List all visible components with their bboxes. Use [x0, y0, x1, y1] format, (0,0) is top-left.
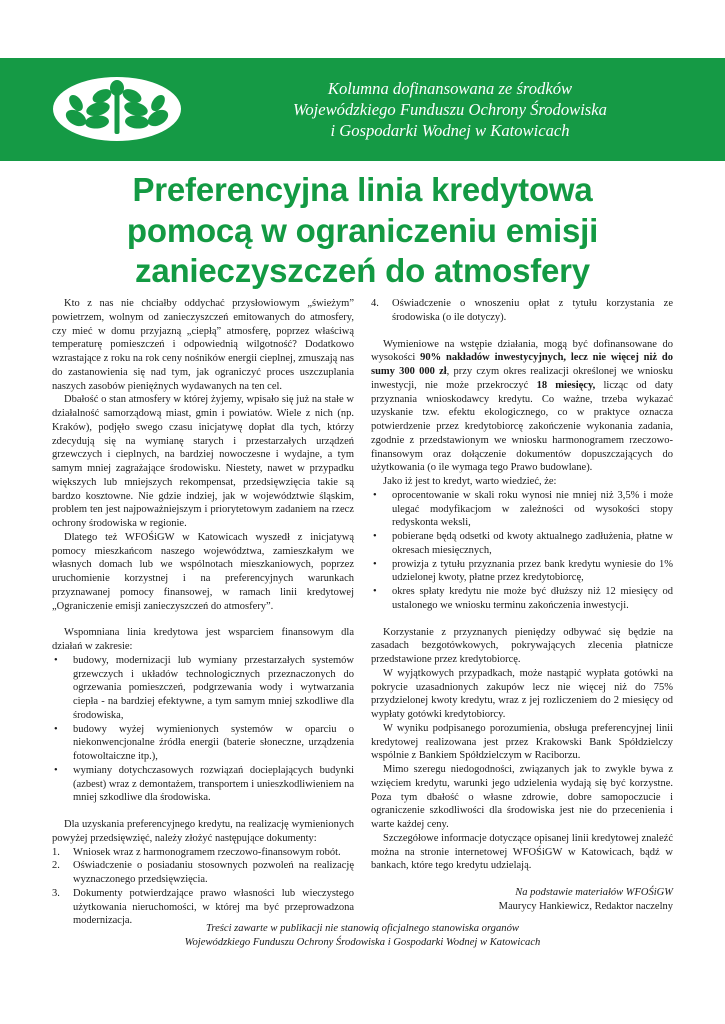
- list-number: 1.: [52, 846, 60, 858]
- list-item-text: Dokumenty potwierdzające prawo własności lub wieczystego użytkowania nieruchomości, w której ma być przeprowadzona modernizacja.: [73, 887, 354, 927]
- paragraph: Wymieniowe na wstępie działania, mogą być dofinansowane do wysokości 90% nakładów inwestycyjnych, lecz nie więcej niż do sumy 300 000 zł, przy czym okres realizacji określonej we wniosku inwestycji, nie może przekroczyć 18 miesięcy, licząc od daty przyznania wnioskodawcy kredytu. Co ważne, trzeba wykazać uzyskanie tzw. efektu ekologicznego, co w praktyce oznacza potwierdzenie przez kredytobiorcę zakończenie wykonania zadania, zgodnie z przedstawionym we wniosku harmonogramem rzeczowo-finansowym oraz dołączenie dokumentów dopuszczających do użytkowania (o ile wymaga tego Prawo budowlane).: [371, 338, 673, 474]
- disclaimer-footer: [0, 922, 725, 950]
- banner-line: Kolumna dofinansowana ze środków: [327, 79, 573, 98]
- paragraph: Korzystanie z przyznanych pieniędzy odbywać się będzie na zasadach bezgotówkowych, pokrywających zlecenia płatnicze przedstawione przez kredytobiorcę.: [371, 626, 673, 665]
- highlight-text: 18 miesięcy,: [536, 379, 596, 391]
- paragraph: Wspomniana linia kredytowa jest wsparciem finansowym dla działań w zakresie:: [52, 627, 354, 652]
- right-column: [371, 297, 673, 914]
- scope-list: [52, 654, 354, 805]
- list-number: 2.: [52, 860, 60, 872]
- paragraph: Mimo szeregu niedogodności, związanych jak to zwykle bywa z wzięciem kredytu, warunki jego udzielenia wydają się być korzystne. Poza tym dbałość o własne zdrowie, dobre samopoczucie i ograniczenie szkodliwości dla środowiska jest nie do przecenienia i warte każdej ceny.: [371, 764, 673, 830]
- list-item-text: pobierane będą odsetki od kwoty aktualnego zadłużenia, płatne w okresach miesięcznych,: [392, 531, 673, 556]
- list-item: [52, 654, 354, 723]
- left-column: [52, 297, 354, 928]
- list-item: [371, 530, 673, 558]
- list-item: [371, 558, 673, 586]
- documents-list-continued: [371, 297, 673, 325]
- list-item: [371, 489, 673, 530]
- list-item: [52, 859, 354, 887]
- paragraph: Kto z nas nie chciałby oddychać przysłowiowym „świeżym” powietrzem, wolnym od zanieczyszczeń emitowanych do atmosfery, czy mieć w domu przyjazną „ciepłą” atmosferę, poprzez właściwą temperaturę pomieszczeń i odpowiednią wilgotność? Dodatkowo wzrastające z roku na rok ceny nośników energii cieplnej, zmuszają nas do zastanowienia się nad tym, jak ograniczyć proces uszczuplania naszych zasobów pieniężnych wydawanych na ten cel.: [52, 298, 354, 392]
- bullet-icon: •: [54, 764, 58, 776]
- list-item-text: budowy wyżej wymienionych systemów w oparciu o niekonwencjonalne źródła energii (baterie słoneczne, urządzenia fotowoltaiczne itp.),: [73, 723, 354, 762]
- bullet-icon: •: [373, 489, 377, 501]
- bullet-icon: •: [373, 531, 377, 542]
- list-item-text: Wniosek wraz z harmonogramem rzeczowo-finansowym robót.: [73, 846, 341, 858]
- signature: [371, 886, 673, 914]
- bullet-icon: •: [54, 654, 58, 666]
- title-line: pomocą w ograniczeniu emisji: [126, 211, 599, 249]
- bullet-icon: •: [373, 586, 377, 597]
- highlight-text: 90% nakładów inwestycyjnych, lecz nie więcej niż do sumy 300 000 zł: [371, 352, 673, 377]
- banner-caption: [250, 78, 650, 141]
- footer-line: Treści zawarte w publikacji nie stanowią oficjalnego stanowiska organów: [206, 923, 519, 934]
- footer-line: Wojewódzkiego Funduszu Ochrony Środowiska i Gospodarki Wodnej w Katowicach: [184, 937, 541, 948]
- list-item: [52, 764, 354, 805]
- title-line: zanieczyszczeń do atmosfery: [135, 252, 590, 289]
- paragraph: W wyniku podpisanego porozumienia, obsługa preferencyjnej linii kredytowej realizowana jest przez Krakowski Bank Spółdzielczy wspólnie z Bankiem Spółdzielczym w Raciborzu.: [371, 722, 673, 762]
- paragraph: Jako iż jest to kredyt, warto wiedzieć, że:: [383, 476, 557, 487]
- list-item: [371, 585, 673, 613]
- paragraph: Szczegółowe informacje dotyczące opisanej linii kredytowej znaleźć można na stronie internetowej WFOŚiGW w Katowicach, bądź w bankach, które tego kredytu udzielają.: [371, 832, 673, 872]
- paragraph: Dlatego też WFOŚiGW w Katowicach wyszedł z inicjatywą pomocy mieszkańcom naszego województwa, zamieszkałym we własnych domach lub we wspólnotach mieszkaniowych, poprzez uruchomienie korzystnej i na preferencyjnych warunkach przyznawanej pomocy finansowej, w ramach linii kredytowej „Ograniczenie emisji zanieczyszczeń do atmosfery”.: [52, 531, 354, 612]
- paragraph: Dbałość o stan atmosfery w której żyjemy, wpisało się już na stałe w działalność samorządową miast, gmin i powiatów. Wiele z nich (np. Kraków), podjęło swego czasu inicjatywę dopłat dla tych, którzy zdecydują się na wymianę starych i przestarzałych urządzeń grzewczych i cieplnych, na bardziej nowoczesne i wydajne, a tym samym mniej zagrażające środowisku. Niestety, nawet w przypadku większych lub mniejszych rekompensat, przedsięwzięcia takie są bardzo kosztowne. Nie gdzie indziej, jak w województwie śląskim, problem ten jest najpoważniejszym i priorytetowym zadaniem na rzecz ochrony środowiska w regionie.: [52, 394, 354, 529]
- list-item-text: Oświadczenie o wnoszeniu opłat z tytułu korzystania ze środowiska (o ile dotyczy).: [392, 298, 673, 323]
- list-item-text: oprocentowanie w skali roku wynosi nie mniej niż 3,5% i może ulegać modyfikacjom w zależności od wysokości stopy redyskonta weksli,: [392, 489, 673, 529]
- credit-terms-list: [371, 489, 673, 613]
- author: Maurycy Hankiewicz, Redaktor naczelny: [498, 900, 673, 912]
- paragraph: Dla uzyskania preferencyjnego kredytu, na realizację wymienionych powyżej przedsięwzięć, należy złożyć następujące dokumenty:: [52, 819, 354, 844]
- leaf-logo-icon: [52, 76, 182, 142]
- list-item-text: Oświadczenie o posiadaniu stosownych pozwoleń na realizację wyznaczonego przedsięwzięcia.: [73, 860, 354, 885]
- list-number: 4.: [371, 298, 379, 309]
- list-item-text: budowy, modernizacji lub wymiany przestarzałych systemów grzewczych i układów technologicznych przeznaczonych do ogrzewania pomieszczeń, podgrzewania wody i wytwarzania ciepła - na bardziej efektywne, a tym samym mniej szkodliwe dla środowiska,: [73, 654, 354, 721]
- list-item: [52, 846, 354, 860]
- bullet-icon: •: [373, 558, 377, 570]
- list-item: [52, 723, 354, 764]
- list-item-text: prowizja z tytułu przyznania przez bank kredytu wyniesie do 1% udzielonej kwoty, płatne przez kredytobiorcę,: [392, 558, 673, 584]
- article-title: [0, 170, 725, 292]
- banner-line: i Gospodarki Wodnej w Katowicach: [330, 121, 570, 140]
- bullet-icon: •: [54, 723, 58, 735]
- list-number: 3.: [52, 887, 60, 899]
- list-item: [371, 297, 673, 325]
- paragraph: W wyjątkowych przypadkach, może nastąpić wypłata gotówki na pokrycie uzasadnionych zakupów lecz nie więcej niż do 75% przydzielonej kwoty kredytu, wraz z jej rozliczeniem do 2 miesięcy od wypłaty gotówki kredytobiorcy.: [371, 667, 673, 720]
- list-item-text: wymiany dotychczasowych rozwiązań docieplających budynki (azbest) wraz z demontażem, transportem i unieszkodliwieniem na mniej szkodliwe dla środowiska.: [73, 764, 354, 804]
- list-item-text: okres spłaty kredytu nie może być dłuższy niż 12 miesięcy od ustalonego we wniosku terminu zakończenia inwestycji.: [392, 586, 673, 611]
- banner-line: Wojewódzkiego Funduszu Ochrony Środowiska: [293, 100, 607, 119]
- title-line: Preferencyjna linia kredytowa: [132, 171, 593, 208]
- source-note: Na podstawie materiałów WFOŚiGW: [515, 887, 673, 898]
- documents-list: [52, 846, 354, 929]
